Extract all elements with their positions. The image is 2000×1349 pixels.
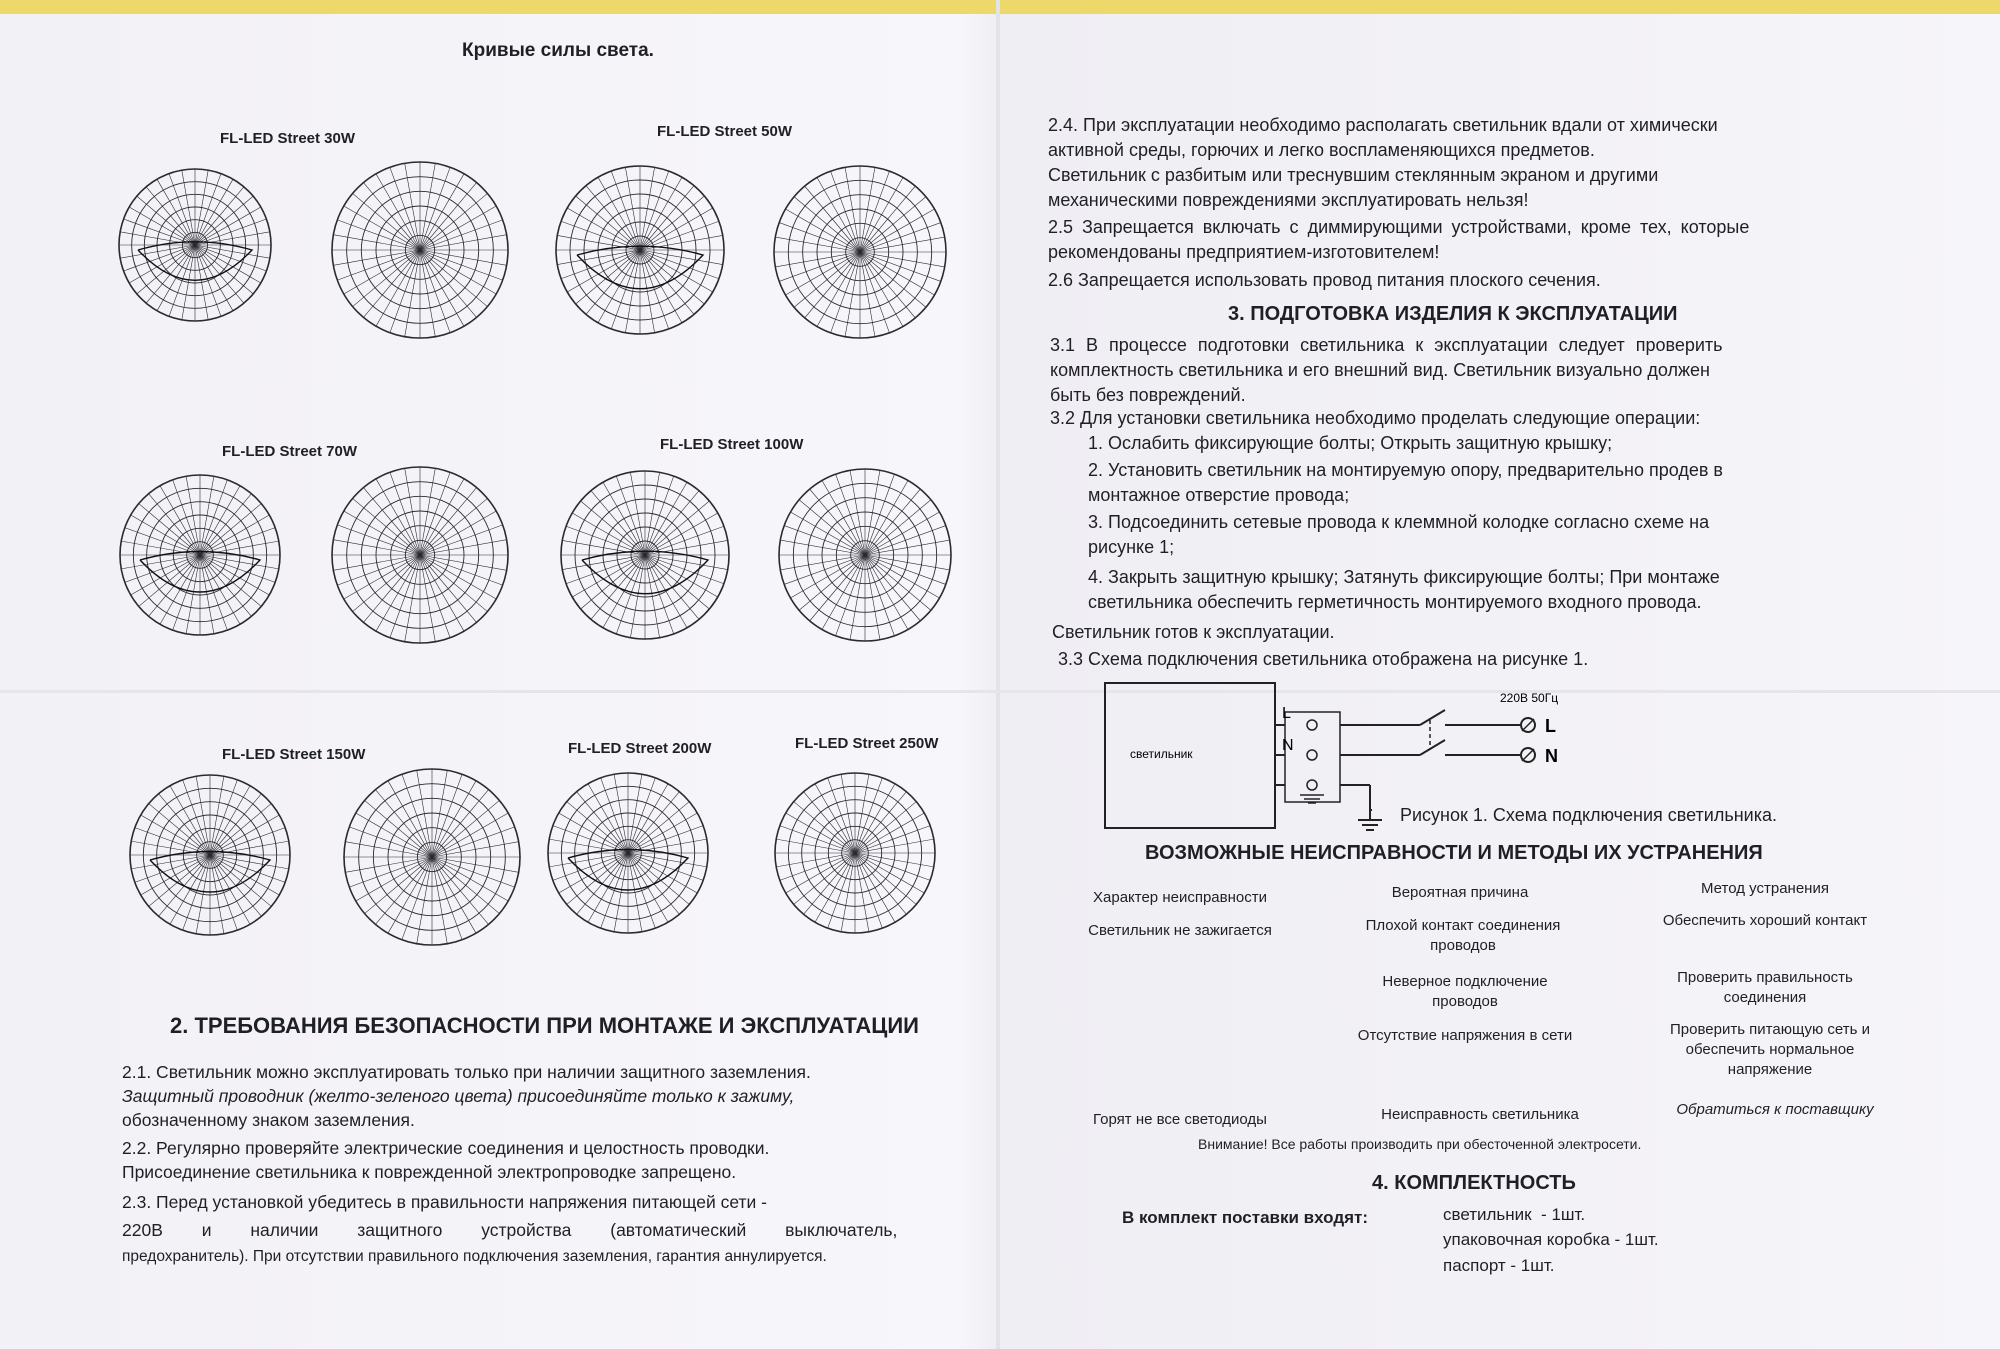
right-line: 2.5 Запрещается включать с диммирующими устройствами, кроме тех, которые [1048, 217, 1750, 237]
diagram-label-30w: FL-LED Street 30W [220, 130, 356, 147]
terminal-n-label: N [1282, 737, 1294, 754]
section4-lead: В комплект поставки входят: [1122, 1208, 1369, 1227]
diagram-label-50w: FL-LED Street 50W [657, 123, 793, 140]
diagram-label-70w: FL-LED Street 70W [222, 443, 358, 460]
cause-cell: Отсутствие напряжения в сети [1357, 1027, 1573, 1044]
faults-header-cause: Вероятная причина [1391, 884, 1529, 901]
section3-line: быть без повреждений. [1050, 385, 1246, 405]
right-line: рекомендованы предприятием-изготовителем! [1048, 242, 1440, 262]
fix-cell: Проверить питающую сеть и обеспечить нормальное напряжение [1670, 1021, 1870, 1078]
polar-diagram-grid [765, 763, 945, 943]
fix-cell: Обеспечить хороший контакт [1662, 912, 1868, 929]
section3-line: 2. Установить светильник на монтируемую опору, предварительно продев в [1088, 460, 1723, 480]
faults-header-fix: Метод устранения [1701, 880, 1829, 897]
section2-line: обозначенному знаком заземления. [122, 1110, 415, 1130]
section3-title: 3. ПОДГОТОВКА ИЗДЕЛИЯ К ЭКСПЛУАТАЦИИ [1228, 303, 1678, 325]
cause-cell: Неисправность светильника [1381, 1106, 1579, 1123]
section3-line: 3.3 Схема подключения светильника отображена на рисунке 1. [1058, 649, 1589, 669]
polar-diagram-grid [334, 759, 530, 955]
section3-line: монтажное отверстие провода; [1088, 485, 1350, 505]
polar-diagram-grid [109, 159, 281, 331]
polar-diagram-grid [769, 459, 961, 651]
right-line: механическими повреждениями эксплуатировать нельзя! [1048, 190, 1529, 210]
fault-cell: Светильник не зажигается [1088, 922, 1272, 939]
section3-line: светильника обеспечить герметичность монтируемого входного провода. [1088, 592, 1702, 612]
section3-line: 1. Ослабить фиксирующие болты; Открыть защитную крышку; [1088, 433, 1613, 453]
right-line: Светильник с разбитым или треснувшим стеклянным экраном и другими [1048, 165, 1659, 185]
polar-diagram-grid [120, 765, 300, 945]
section3-line: 4. Закрыть защитную крышку; Затянуть фиксирующие болты; При монтаже [1088, 567, 1720, 587]
section2-line: 2.1. Светильник можно эксплуатировать только при наличии защитного заземления. [122, 1062, 811, 1082]
polar-diagram-grid [538, 763, 718, 943]
section2-line: предохранитель). При отсутствии правильного подключения заземления, гарантия аннулируется. [122, 1248, 827, 1265]
faults-warning: Внимание! Все работы производить при обесточенной электросети. [1198, 1136, 1642, 1152]
page-top-band [0, 0, 2000, 14]
faults-title: ВОЗМОЖНЫЕ НЕИСПРАВНОСТИ И МЕТОДЫ ИХ УСТРАНЕНИЯ [1145, 842, 1763, 864]
polar-diagram-grid [546, 156, 734, 344]
supply-l-label: L [1545, 716, 1556, 736]
section2-title: 2. ТРЕБОВАНИЯ БЕЗОПАСНОСТИ ПРИ МОНТАЖЕ И ЭКСПЛУАТАЦИИ [170, 1013, 919, 1038]
section3-line: Светильник готов к эксплуатации. [1052, 622, 1335, 642]
section2-line: 220В и наличии защитного устройства (автоматический выключатель, [122, 1220, 898, 1240]
supply-n-label: N [1545, 746, 1558, 766]
right-line: активной среды, горючих и легко воспламеняющихся предметов. [1048, 140, 1595, 160]
fault-cell: Горят не все светодиоды [1093, 1111, 1267, 1128]
section2-line: Присоединение светильника к поврежденной электропроводке запрещено. [122, 1162, 737, 1182]
terminal-l-label: L [1282, 705, 1291, 722]
fix-cell: Обратиться к поставщику [1676, 1101, 1874, 1118]
section2-line: 2.3. Перед установкой убедитесь в правильности напряжения питающей сети - [122, 1192, 767, 1212]
cause-cell: Неверное подключение проводов [1382, 973, 1548, 1010]
curves-title: Кривые силы света. [462, 40, 654, 61]
polar-diagram-grid [551, 461, 739, 649]
polar-diagram-grid [322, 152, 518, 348]
section4-item: паспорт - 1шт. [1443, 1256, 1555, 1275]
section3-line: рисунке 1; [1088, 537, 1175, 557]
section3-line: 3.2 Для установки светильника необходимо проделать следующие операции: [1050, 408, 1701, 428]
vertical-fold [996, 0, 1000, 1349]
diagram-label-200w: FL-LED Street 200W [568, 740, 712, 757]
polar-diagram-grid [764, 156, 956, 348]
section3-line: 3.1 В процессе подготовки светильника к эксплуатации следует проверить [1050, 335, 1723, 355]
fix-cell: Проверить правильность соединения [1677, 969, 1853, 1006]
diagram-label-250w: FL-LED Street 250W [795, 735, 939, 752]
section2-line: Защитный проводник (желто-зеленого цвета) присоединяйте только к зажиму, [122, 1086, 795, 1106]
luminaire-box-label: светильник [1130, 747, 1193, 761]
polar-diagram-grid [110, 465, 290, 645]
section3-line: комплектность светильника и его внешний вид. Светильник визуально должен [1050, 360, 1710, 380]
right-line: 2.6 Запрещается использовать провод питания плоского сечения. [1048, 270, 1601, 290]
cause-cell: Плохой контакт соединения проводов [1365, 917, 1561, 954]
supply-label: 220В 50Гц [1500, 691, 1559, 705]
section4-title: 4. КОМПЛЕКТНОСТЬ [1372, 1172, 1576, 1194]
section2-line: 2.2. Регулярно проверяйте электрические соединения и целостность проводки. [122, 1138, 770, 1158]
faults-header-fault: Характер неисправности [1093, 889, 1267, 906]
polar-diagram-grid [322, 457, 518, 653]
section4-item: упаковочная коробка - 1шт. [1443, 1230, 1659, 1249]
switch [1420, 710, 1520, 755]
wiring-caption: Рисунок 1. Схема подключения светильника. [1400, 805, 1778, 825]
diagram-label-100w: FL-LED Street 100W [660, 436, 804, 453]
earth-ground [1358, 810, 1382, 830]
right-line: 2.4. При эксплуатации необходимо располагать светильник вдали от химически [1048, 115, 1718, 135]
terminal-block [1285, 712, 1340, 802]
section3-line: 3. Подсоединить сетевые провода к клеммной колодке согласно схеме на [1088, 512, 1710, 532]
diagram-label-150w: FL-LED Street 150W [222, 746, 366, 763]
section4-item: светильник - 1шт. [1443, 1205, 1586, 1224]
